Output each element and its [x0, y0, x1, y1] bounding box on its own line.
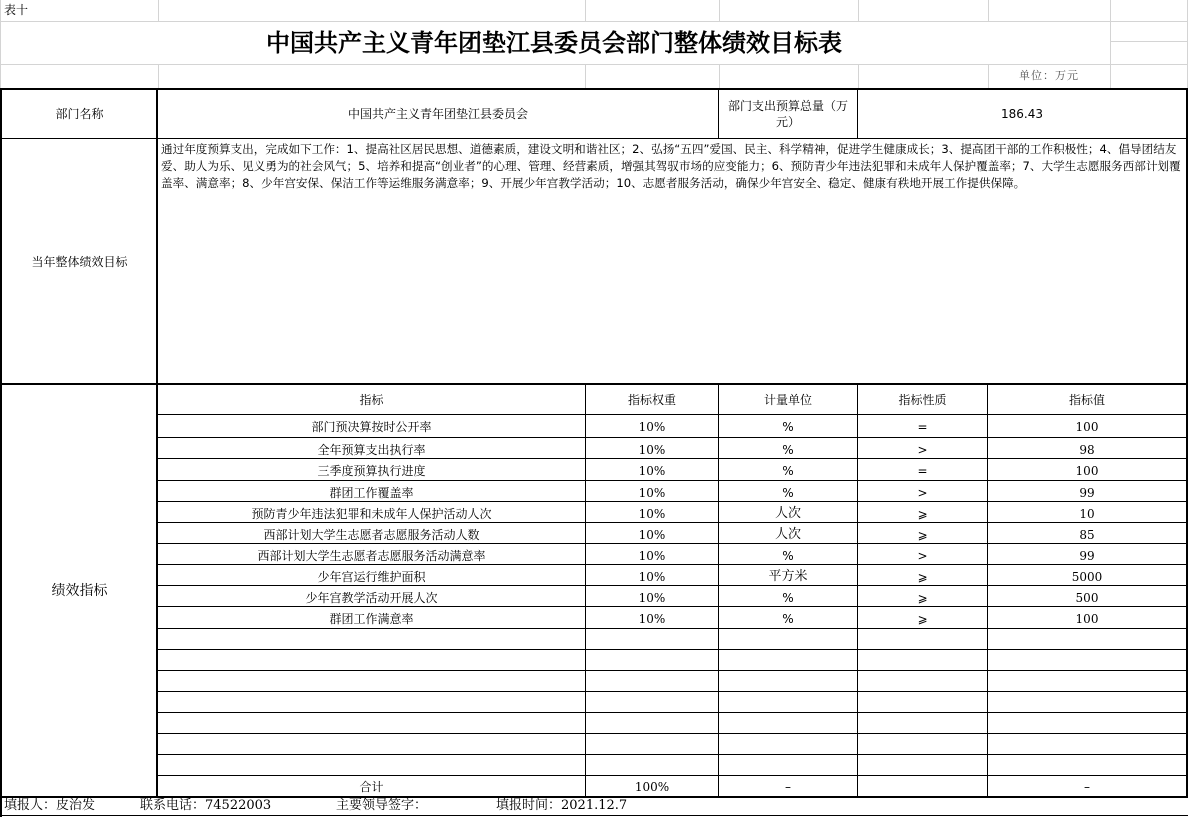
indicator-name: 三季度预算执行进度 — [317, 463, 426, 478]
indicator-unit: % — [782, 590, 794, 605]
indicator-unit: % — [782, 485, 794, 500]
gridline — [158, 0, 159, 22]
border — [158, 712, 1186, 713]
indicator-name: 部门预决算按时公开率 — [311, 419, 432, 434]
indicator-value: 99 — [1079, 485, 1095, 500]
border — [158, 649, 1186, 650]
header-indicator-nature: 指标性质 — [898, 393, 947, 407]
border — [158, 414, 1186, 415]
phone-field: 联系电话：74522003 — [140, 798, 272, 813]
border — [0, 383, 1188, 385]
gridline — [858, 64, 859, 88]
indicator-unit: % — [782, 442, 794, 457]
indicator-nature: > — [917, 485, 928, 500]
indicator-value: 100 — [1075, 611, 1099, 626]
border — [158, 733, 1186, 734]
indicator-unit: 人次 — [774, 505, 801, 521]
indicator-unit: % — [782, 463, 794, 478]
indicator-unit: % — [782, 611, 794, 626]
indicator-unit: 平方米 — [768, 568, 808, 584]
indicator-value: 98 — [1079, 442, 1095, 457]
indicator-section-label: 绩效指标 — [51, 583, 108, 599]
indicator-nature: ⩾ — [917, 611, 928, 626]
total-indicator-name: 合计 — [359, 779, 384, 794]
gridline — [719, 0, 720, 22]
page-title: 中国共产主义青年团垫江县委员会部门整体绩效目标表 — [266, 28, 842, 57]
indicator-value: 100 — [1075, 463, 1099, 478]
indicator-name: 群团工作满意率 — [329, 611, 414, 626]
indicator-nature: ⩾ — [917, 590, 928, 605]
indicator-name: 少年宫运行维护面积 — [317, 569, 426, 584]
total-indicator-value: – — [1084, 779, 1090, 794]
goal-text: 通过年度预算支出，完成如下工作：1、提高社区居民思想、道德素质，建设文明和谐社区；2、弘扬“五四”爱国、民主、科学精神，促进学生健康成长；3、提高团干部的工作积极性；4、倡导团结友爱、助人为乐、见义勇为的社会风气；5、培养和提高“创业者”的心理、管理、经营素质，增强其驾驭市场的应变能力；6、预防青少年违法犯罪和未成年人保护覆盖率；7、大学生志愿服务西部计划覆盖率、满意率；8、少年宫安保、保洁工作等运维服务满意率；9、开展少年宫教学活动；10、志愿者服务活动，确保少年宫安全、稳定、健康有秩地开展工作提供保障。 — [161, 142, 1181, 190]
header-indicator-value: 指标值 — [1068, 393, 1105, 407]
border — [158, 437, 1186, 438]
dept-name-value: 中国共产主义青年团垫江县委员会 — [347, 107, 528, 121]
indicator-value: 100 — [1075, 419, 1099, 434]
total-indicator-unit: – — [785, 779, 791, 794]
leader-signature-field: 主要领导签字： — [336, 798, 428, 813]
indicator-weight: 10% — [638, 527, 666, 542]
border — [158, 670, 1186, 671]
indicator-name: 西部计划大学生志愿者志愿服务活动人数 — [263, 527, 480, 542]
indicator-weight: 10% — [638, 548, 666, 563]
indicator-name: 预防青少年违法犯罪和未成年人保护活动人次 — [251, 506, 492, 521]
gridline — [988, 0, 989, 22]
border — [0, 138, 1188, 139]
unit-label: 单位：万元 — [1019, 69, 1079, 82]
goal-label: 当年整体绩效目标 — [31, 255, 128, 269]
indicator-weight: 10% — [638, 419, 666, 434]
indicator-value: 85 — [1079, 527, 1095, 542]
indicator-weight: 10% — [638, 463, 666, 478]
gridline — [0, 64, 1188, 65]
header-indicator-name: 指标 — [359, 393, 384, 407]
indicator-name: 全年预算支出执行率 — [317, 442, 426, 457]
indicator-nature: > — [917, 442, 928, 457]
indicator-weight: 10% — [638, 611, 666, 626]
gridline — [1110, 41, 1188, 42]
filler-field: 填报人：皮治发 — [4, 798, 96, 813]
indicator-nature: ⩾ — [917, 527, 928, 542]
dept-name-label: 部门名称 — [55, 107, 104, 121]
sheet-tag: 表十 — [4, 3, 29, 17]
indicator-weight: 10% — [638, 506, 666, 521]
header-indicator-unit: 计量单位 — [763, 393, 812, 407]
gridline — [1110, 0, 1111, 88]
gridline — [158, 64, 159, 88]
indicator-nature: = — [917, 419, 928, 434]
header-indicator-weight: 指标权重 — [627, 393, 676, 407]
budget-total-label: 部门支出预算总量（万元） — [727, 99, 848, 129]
indicator-name: 群团工作覆盖率 — [329, 485, 414, 500]
gridline — [585, 64, 586, 88]
indicator-unit: % — [782, 548, 794, 563]
indicator-unit: 人次 — [774, 526, 801, 542]
indicator-weight: 10% — [638, 485, 666, 500]
total-indicator-weight: 100% — [634, 779, 670, 794]
total-indicator-nature — [858, 777, 987, 796]
gridline — [585, 0, 586, 22]
indicator-unit: % — [782, 419, 794, 434]
indicator-weight: 10% — [638, 442, 666, 457]
budget-total-value: 186.43 — [1001, 107, 1043, 121]
indicator-value: 10 — [1079, 506, 1095, 521]
indicator-name: 少年宫教学活动开展人次 — [305, 590, 438, 605]
indicator-nature: > — [917, 548, 928, 563]
indicator-nature: = — [917, 463, 928, 478]
gridline — [719, 64, 720, 88]
gridline — [858, 0, 859, 22]
indicator-name: 西部计划大学生志愿者志愿服务活动满意率 — [257, 548, 486, 563]
indicator-nature: ⩾ — [917, 569, 928, 584]
indicator-nature: ⩾ — [917, 506, 928, 521]
gridline — [0, 0, 1, 88]
date-field: 填报时间：2021.12.7 — [496, 798, 628, 813]
indicator-value: 5000 — [1071, 569, 1103, 584]
border — [158, 691, 1186, 692]
border — [158, 754, 1186, 755]
indicator-weight: 10% — [638, 590, 666, 605]
indicator-value: 500 — [1075, 590, 1099, 605]
indicator-value: 99 — [1079, 548, 1095, 563]
indicator-weight: 10% — [638, 569, 666, 584]
border — [158, 775, 1186, 776]
border — [0, 815, 1188, 816]
